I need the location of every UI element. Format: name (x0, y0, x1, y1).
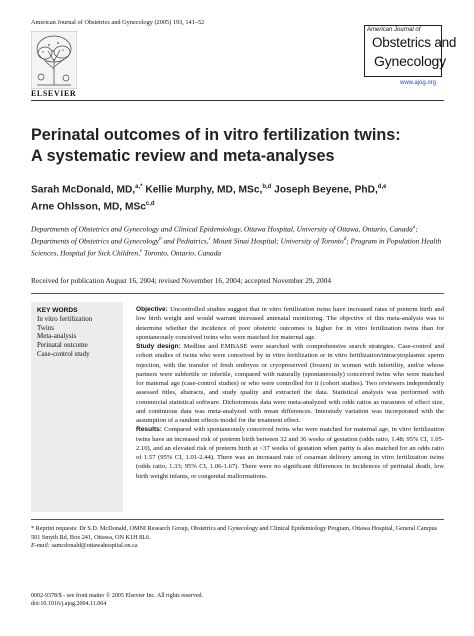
keyword-item: Perinatal outcome (37, 341, 88, 350)
author-affiliation-marker: d,e (377, 184, 387, 190)
reprint-text: * Reprint requests: Dr S.D. McDonald, OMNI Research Group, Obstetrics and Gynecology and Clinical Epidemiology Program, Ottawa Hospital, General Campus 501 Smyth Rd, Box 241, Ottawa, ON K1H 8L6. (31, 525, 438, 541)
author-affiliation-marker: b,d (262, 184, 272, 190)
affiliation-marker: a (412, 225, 416, 230)
results-label: Results: (136, 426, 163, 434)
affiliation-marker: e (139, 248, 143, 254)
journal-citation: American Journal of Obstetrics and Gynecology (2005) 193, 141–52 (31, 19, 205, 26)
issn-line: 0002-9378/$ - see front matter © 2005 Elsevier Inc. All rights reserved. (31, 593, 204, 599)
journal-url-link[interactable]: www.ajog.org (400, 80, 437, 86)
keyword-item: Meta-analysis (37, 332, 77, 341)
abstract (136, 305, 444, 481)
abstract-design (136, 342, 444, 425)
affiliation-text: Mount Sinai Hospital; University of Toronto (210, 236, 344, 246)
received-dates: Received for publication August 16, 2004; revised November 16, 2004; accepted November 29, 2004 (31, 276, 332, 285)
affiliation-marker: b (159, 236, 162, 242)
affiliations (31, 223, 447, 258)
email-line (31, 542, 138, 549)
elsevier-tree-logo (31, 31, 77, 89)
journal-logo-line1: Obstetrics and (372, 35, 457, 50)
design-text: Medline and EMBASE were searched with comprehensive search strategies. Case-control and cohort studies of twins who were conceived by in vitro fertilization or in vitro fertilization/intracytoplasmic sperm injection, with the transfer of fresh embryos or cryopreserved (frozen) in women with infertility, and/or whose partners were subfertile or infertile, compared with naturally (spontaneously) conceived twins who were matched for maternal age (case-control studies) or who were controlled for it (cohort studies). Two reviewers independently assessed titles, abstracts, and study quality and extracted the data. Statistical analysis was performed with commercial statistical software. Dichotomous data were meta-analyzed with odds ratios as measures of effect size, and continuous data was meta-analyzed with mean differences. Interstudy variation was incorporated with the assumption of a random effects model for the treatment effect. (136, 343, 444, 424)
abstract-results (136, 425, 444, 481)
objective-label: Objective: (136, 306, 168, 313)
footnote-divider (31, 519, 444, 520)
author-name: Arne Ohlsson, MD, MSc (31, 201, 146, 213)
author-name: Kellie Murphy, MD, MSc, (145, 184, 263, 196)
journal-logo-prefix: American Journal of (367, 27, 421, 33)
reprint-footnote (31, 524, 444, 542)
title-line-2: A systematic review and meta-analyses (31, 147, 335, 165)
results-text: Compared with spontaneously conceived twins who were matched for maternal age, in vitro fertilization twins have an increased risk of preterm birth between 32 and 36 weeks of gestation (odds ratio, 1.48; 95% CI, 1.05-2.10), and an elevated risk of preterm birth at <37 weeks of gestation when parity is also matched for an odds ratio of 1.57 (95% CI, 1.01-2.44). There was an increased rate of cesarean delivery among in vitro fertilization twins (odds ratio, 1.33; 95% CI, 1.06-1.67). There were no significant differences in incidences of perinatal death, low birth weight infants, or congenital malformations. (136, 426, 444, 480)
copyright-block (31, 592, 203, 608)
affiliation-text: Toronto, Ontario, Canada (142, 248, 222, 257)
affiliation-text: and Pediatrics, (161, 236, 209, 246)
publisher-name: ELSEVIER (31, 89, 77, 98)
design-label: Study design: (136, 343, 181, 350)
author-affiliation-marker: a,* (135, 184, 143, 190)
keyword-item: Case-control study (37, 349, 90, 358)
article-title (31, 125, 451, 167)
email-link[interactable]: samcdonald@ottawahospital.on.ca (51, 542, 138, 549)
title-line-1: Perinatal outcomes of in vitro fertilization twins: (31, 126, 401, 144)
affiliation-text: ; Program in Population Health Sciences, Hospital for Sick Children, (31, 236, 442, 257)
affiliation-marker: d (343, 236, 347, 242)
keyword-item: Twins (37, 323, 55, 332)
objective-text: Uncontrolled studies suggest that in vitro fertilization twins have increased rates of preterm birth and low birth weight and would warrant increased antenatal monitoring. The objective of this meta-analysis was to determine whether the incidence of poor obstetric outcomes is higher for in vitro fertilization twins than for spontaneously conceived twins who were matched for maternal age. (136, 306, 444, 341)
affiliation-text: ; Departments of Obstetrics and Gynecology (31, 224, 418, 246)
journal-logo-line2: Gynecology (374, 53, 446, 69)
author-affiliation-marker: c,d (145, 201, 155, 208)
author-name: Joseph Beyene, PhD, (274, 184, 378, 196)
affiliation-marker: c (208, 236, 211, 242)
author-name: Sarah McDonald, MD, (31, 184, 136, 196)
affiliation-text: Departments of Obstetrics and Gynecology and Clinical Epidemiology, Ottawa Hospital, University of Ottawa, Ontario, Canada (31, 224, 413, 234)
email-label: E-mail: (31, 542, 50, 549)
doi-link[interactable]: doi:10.1016/j.ajog.2004.11.064 (31, 601, 107, 607)
author-list (31, 180, 451, 215)
abstract-objective (136, 305, 444, 342)
header-divider (31, 100, 444, 101)
keywords-list (37, 315, 92, 359)
keywords-heading: KEY WORDS (37, 307, 78, 314)
keyword-item: In vitro fertilization (37, 315, 93, 323)
section-divider (31, 293, 444, 294)
